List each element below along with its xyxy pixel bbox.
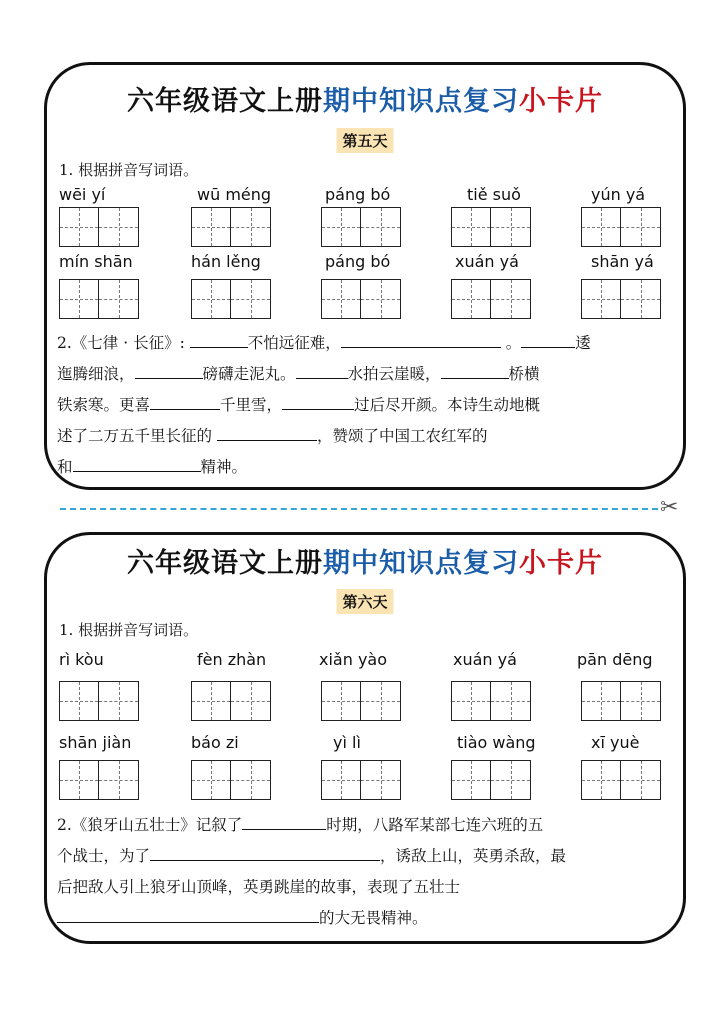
question-1-prompt: 1. 根据拼音写词语。 [59,161,199,179]
writing-grid[interactable] [451,760,531,800]
writing-grid[interactable] [451,681,531,721]
pinyin-label: rì kòu [59,650,104,669]
answer-blank[interactable] [190,332,248,348]
pinyin-label: páng bó [325,252,391,271]
writing-grid[interactable] [321,681,401,721]
writing-grid[interactable] [321,279,401,319]
pinyin-label: shān jiàn [59,733,132,752]
answer-blank[interactable] [57,907,319,923]
writing-grid[interactable] [191,760,271,800]
answer-blank[interactable] [150,394,220,410]
day-label: 第六天 [336,589,393,614]
writing-grid[interactable] [59,760,139,800]
writing-grid[interactable] [191,207,271,247]
pinyin-label: xiǎn yào [319,650,388,669]
answer-blank[interactable] [521,332,575,348]
pinyin-label: yì lì [333,733,361,752]
pinyin-label: pān dēng [577,650,653,669]
writing-grid[interactable] [321,760,401,800]
answer-blank[interactable] [282,394,354,410]
answer-blank[interactable] [341,332,501,348]
answer-blank[interactable] [217,425,317,441]
pinyin-label: hán lěng [191,252,261,271]
pinyin-label: xī yuè [591,733,640,752]
pinyin-label: wēi yí [59,185,106,204]
pinyin-label: tiào wàng [457,733,536,752]
question-2-text: 2.《七律 · 长征》: 不怕远征难， 。 逶 迤腾细浪， 磅礴走泥丸。 水拍云崖暖， 桥横 铁索寒。更喜 千里雪， 过后尽开颜。本诗生动地概 述了二万五千里长征的 ，赞颂了中国工农红军的 和 精神。 [57,334,591,476]
review-card-day5 [44,62,686,490]
answer-blank[interactable] [441,363,509,379]
writing-grid[interactable] [59,207,139,247]
scissors-icon: ✂ [660,495,679,520]
writing-grid[interactable] [59,681,139,721]
writing-grid[interactable] [59,279,139,319]
question-1-prompt: 1. 根据拼音写词语。 [59,621,199,639]
pinyin-label: fèn zhàn [197,650,267,669]
cut-line [60,508,658,510]
writing-grid[interactable] [581,207,661,247]
review-card-day6 [44,532,686,944]
pinyin-label: wū méng [197,185,272,204]
answer-blank[interactable] [242,814,326,830]
answer-blank[interactable] [73,456,201,472]
writing-grid[interactable] [191,279,271,319]
writing-grid[interactable] [191,681,271,721]
pinyin-label: shān yá [591,252,654,271]
pinyin-label: xuán yá [453,650,517,669]
card-title: 六年级语文上册期中知识点复习小卡片 [127,548,603,579]
writing-grid[interactable] [321,207,401,247]
pinyin-label: yún yá [591,185,646,204]
answer-blank[interactable] [150,845,380,861]
day-label: 第五天 [336,128,393,153]
pinyin-label: tiě suǒ [467,185,521,204]
question-2-text: 2.《狼牙山五壮士》记叙了 时期，八路军某部七连六班的五 个战士，为了 ，诱敌上山，英勇杀敌，最 后把敌人引上狼牙山顶峰，英勇跳崖的故事，表现了五壮士 的大无畏精神。 [57,816,567,927]
answer-blank[interactable] [296,363,348,379]
writing-grid[interactable] [451,279,531,319]
pinyin-label: xuán yá [455,252,519,271]
answer-blank[interactable] [135,363,203,379]
pinyin-label: báo zi [191,733,239,752]
writing-grid[interactable] [581,681,661,721]
pinyin-label: páng bó [325,185,391,204]
pinyin-label: mín shān [59,252,133,271]
writing-grid[interactable] [581,279,661,319]
card-title: 六年级语文上册期中知识点复习小卡片 [127,86,603,117]
writing-grid[interactable] [581,760,661,800]
writing-grid[interactable] [451,207,531,247]
